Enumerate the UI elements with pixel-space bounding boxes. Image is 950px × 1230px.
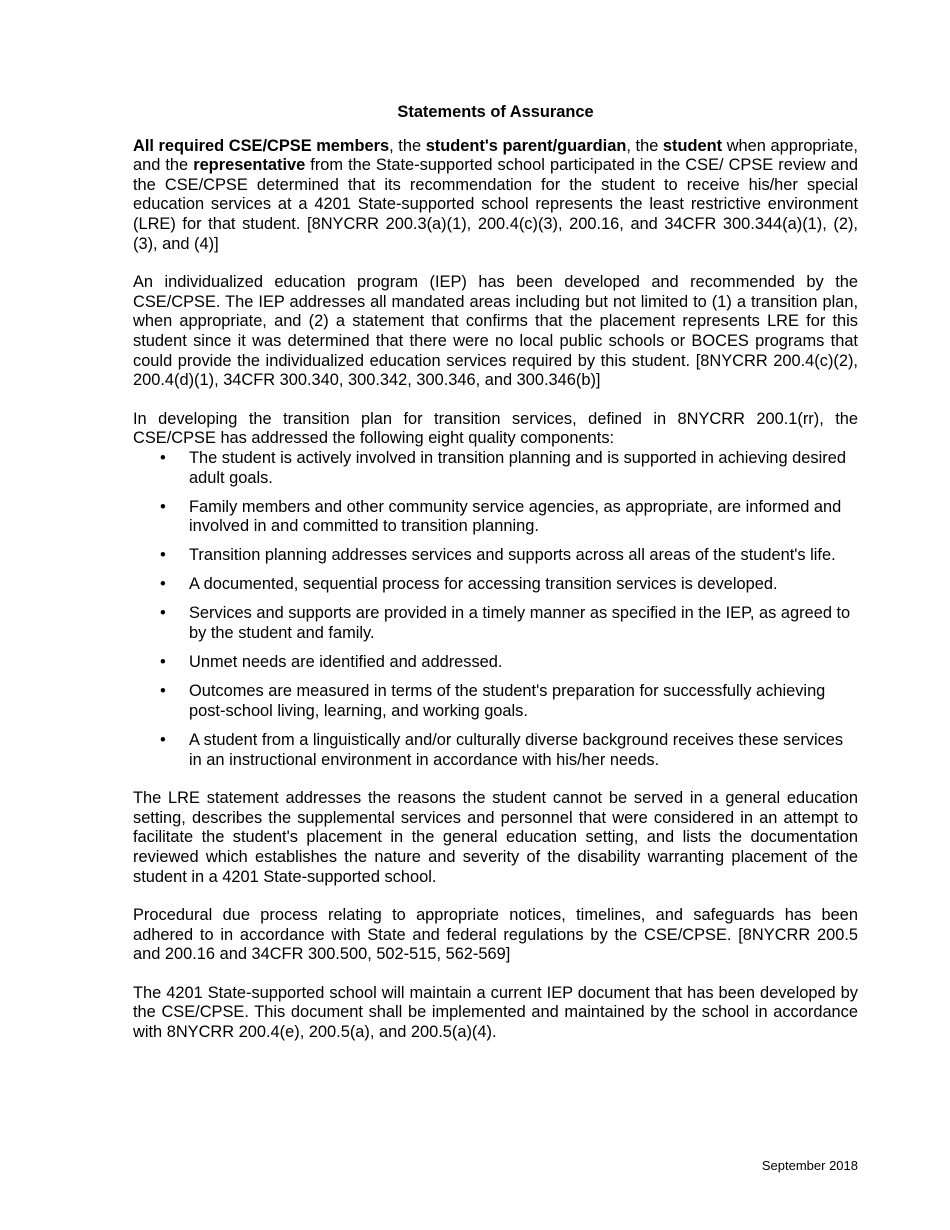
- list-item-text: Services and supports are provided in a timely manner as specified in the IEP, as agreed to by the student and family.: [189, 604, 851, 643]
- bullet-icon: •: [160, 653, 166, 672]
- list-item: [133, 449, 858, 488]
- bullet-icon: •: [160, 682, 166, 701]
- paragraph-iep: An individualized education program (IEP) has been developed and recommended by the CSE/CPSE. The IEP addresses all mandated areas including but not limited to (1) a transition plan, when appropriate, and (2) a statement that confirms that the placement represents LRE for this student since it was determined that there were no local public schools or BOCES programs that could provide the individualized education services required by this student. [8NYCRR 200.4(c)(2), 200.4(d)(1), 34CFR 300.340, 300.342, 300.346, and 300.346(b)]: [133, 273, 858, 390]
- list-item: [133, 546, 858, 566]
- paragraph-transition-intro: In developing the transition plan for transition services, defined in 8NYCRR 200.1(rr), the CSE/CPSE has addressed the following eight quality components:: [133, 409, 858, 448]
- list-item: [133, 653, 858, 673]
- page-title: Statements of Assurance: [397, 103, 594, 121]
- list-item-text: Transition planning addresses services and supports across all areas of the student's life.: [189, 546, 836, 565]
- bold-student: student: [662, 136, 723, 155]
- list-item: [133, 731, 858, 770]
- bullet-icon: •: [160, 497, 166, 516]
- list-item-text: Unmet needs are identified and addressed.: [189, 653, 503, 672]
- list-item: [133, 575, 858, 595]
- list-item-text: The student is actively involved in transition planning and is supported in achieving desired adult goals.: [189, 448, 846, 487]
- quality-components-list: [133, 449, 858, 770]
- text-run: when appropriate, and the: [133, 136, 858, 175]
- bold-representative: representative: [193, 156, 306, 175]
- bullet-icon: •: [160, 730, 166, 749]
- text-run: from the State-supported school participated in the CSE/ CPSE review and the CSE/CPSE determined that its recommendation for the student to receive his/her special education services at a 4201 State-supported school represents the least restrictive environment (LRE) for that student. [8NYCRR 200.3(a)(1), 200.4(c)(3), 200.16, and 34CFR 300.344(a)(1), (2), (3), and (4)]: [133, 156, 858, 253]
- paragraph-due-process: Procedural due process relating to appropriate notices, timelines, and safeguards has been adhered to in accordance with State and federal regulations by the CSE/CPSE. [8NYCRR 200.5 and 200.16 and 34CFR 300.500, 502-515, 562-569]: [133, 906, 858, 964]
- footer-date: September 2018: [761, 1158, 858, 1173]
- bullet-icon: •: [160, 575, 166, 594]
- text-run: , the: [626, 136, 663, 155]
- list-item-text: A student from a linguistically and/or culturally diverse background receives these services in an instructional environment in accordance with his/her needs.: [189, 730, 844, 769]
- list-item: [133, 498, 858, 537]
- bullet-icon: •: [160, 546, 166, 565]
- list-item: [133, 604, 858, 643]
- list-item-text: Outcomes are measured in terms of the student's preparation for successfully achieving post-school living, learning, and working goals.: [189, 682, 826, 720]
- paragraph-lre-statement: The LRE statement addresses the reasons the student cannot be served in a general education setting, describes the supplemental services and personnel that were considered in an attempt to facilitate the student's placement in the general education setting, and lists the documentation reviewed which establishes the nature and severity of the disability warranting placement of the student in a 4201 State-supported school.: [133, 789, 858, 886]
- document-body: [133, 103, 858, 1062]
- list-item-text: Family members and other community service agencies, as appropriate, are informed and involved in and committed to transition planning.: [189, 497, 842, 536]
- bold-parent-guardian: student's parent/guardian: [425, 136, 627, 155]
- paragraph-iep-maintenance: The 4201 State-supported school will maintain a current IEP document that has been developed by the CSE/CPSE. This document shall be implemented and maintained by the school in accordance with 8NYCRR 200.4(e), 200.5(a), and 200.5(a)(4).: [133, 983, 858, 1042]
- text-run: , the: [389, 136, 426, 155]
- bold-cse-members: All required CSE/CPSE members: [133, 136, 390, 155]
- paragraph-participants: [133, 137, 858, 255]
- list-item: [133, 682, 858, 721]
- bullet-icon: •: [160, 448, 166, 467]
- list-item-text: A documented, sequential process for accessing transition services is developed.: [189, 575, 778, 594]
- bullet-icon: •: [160, 604, 166, 623]
